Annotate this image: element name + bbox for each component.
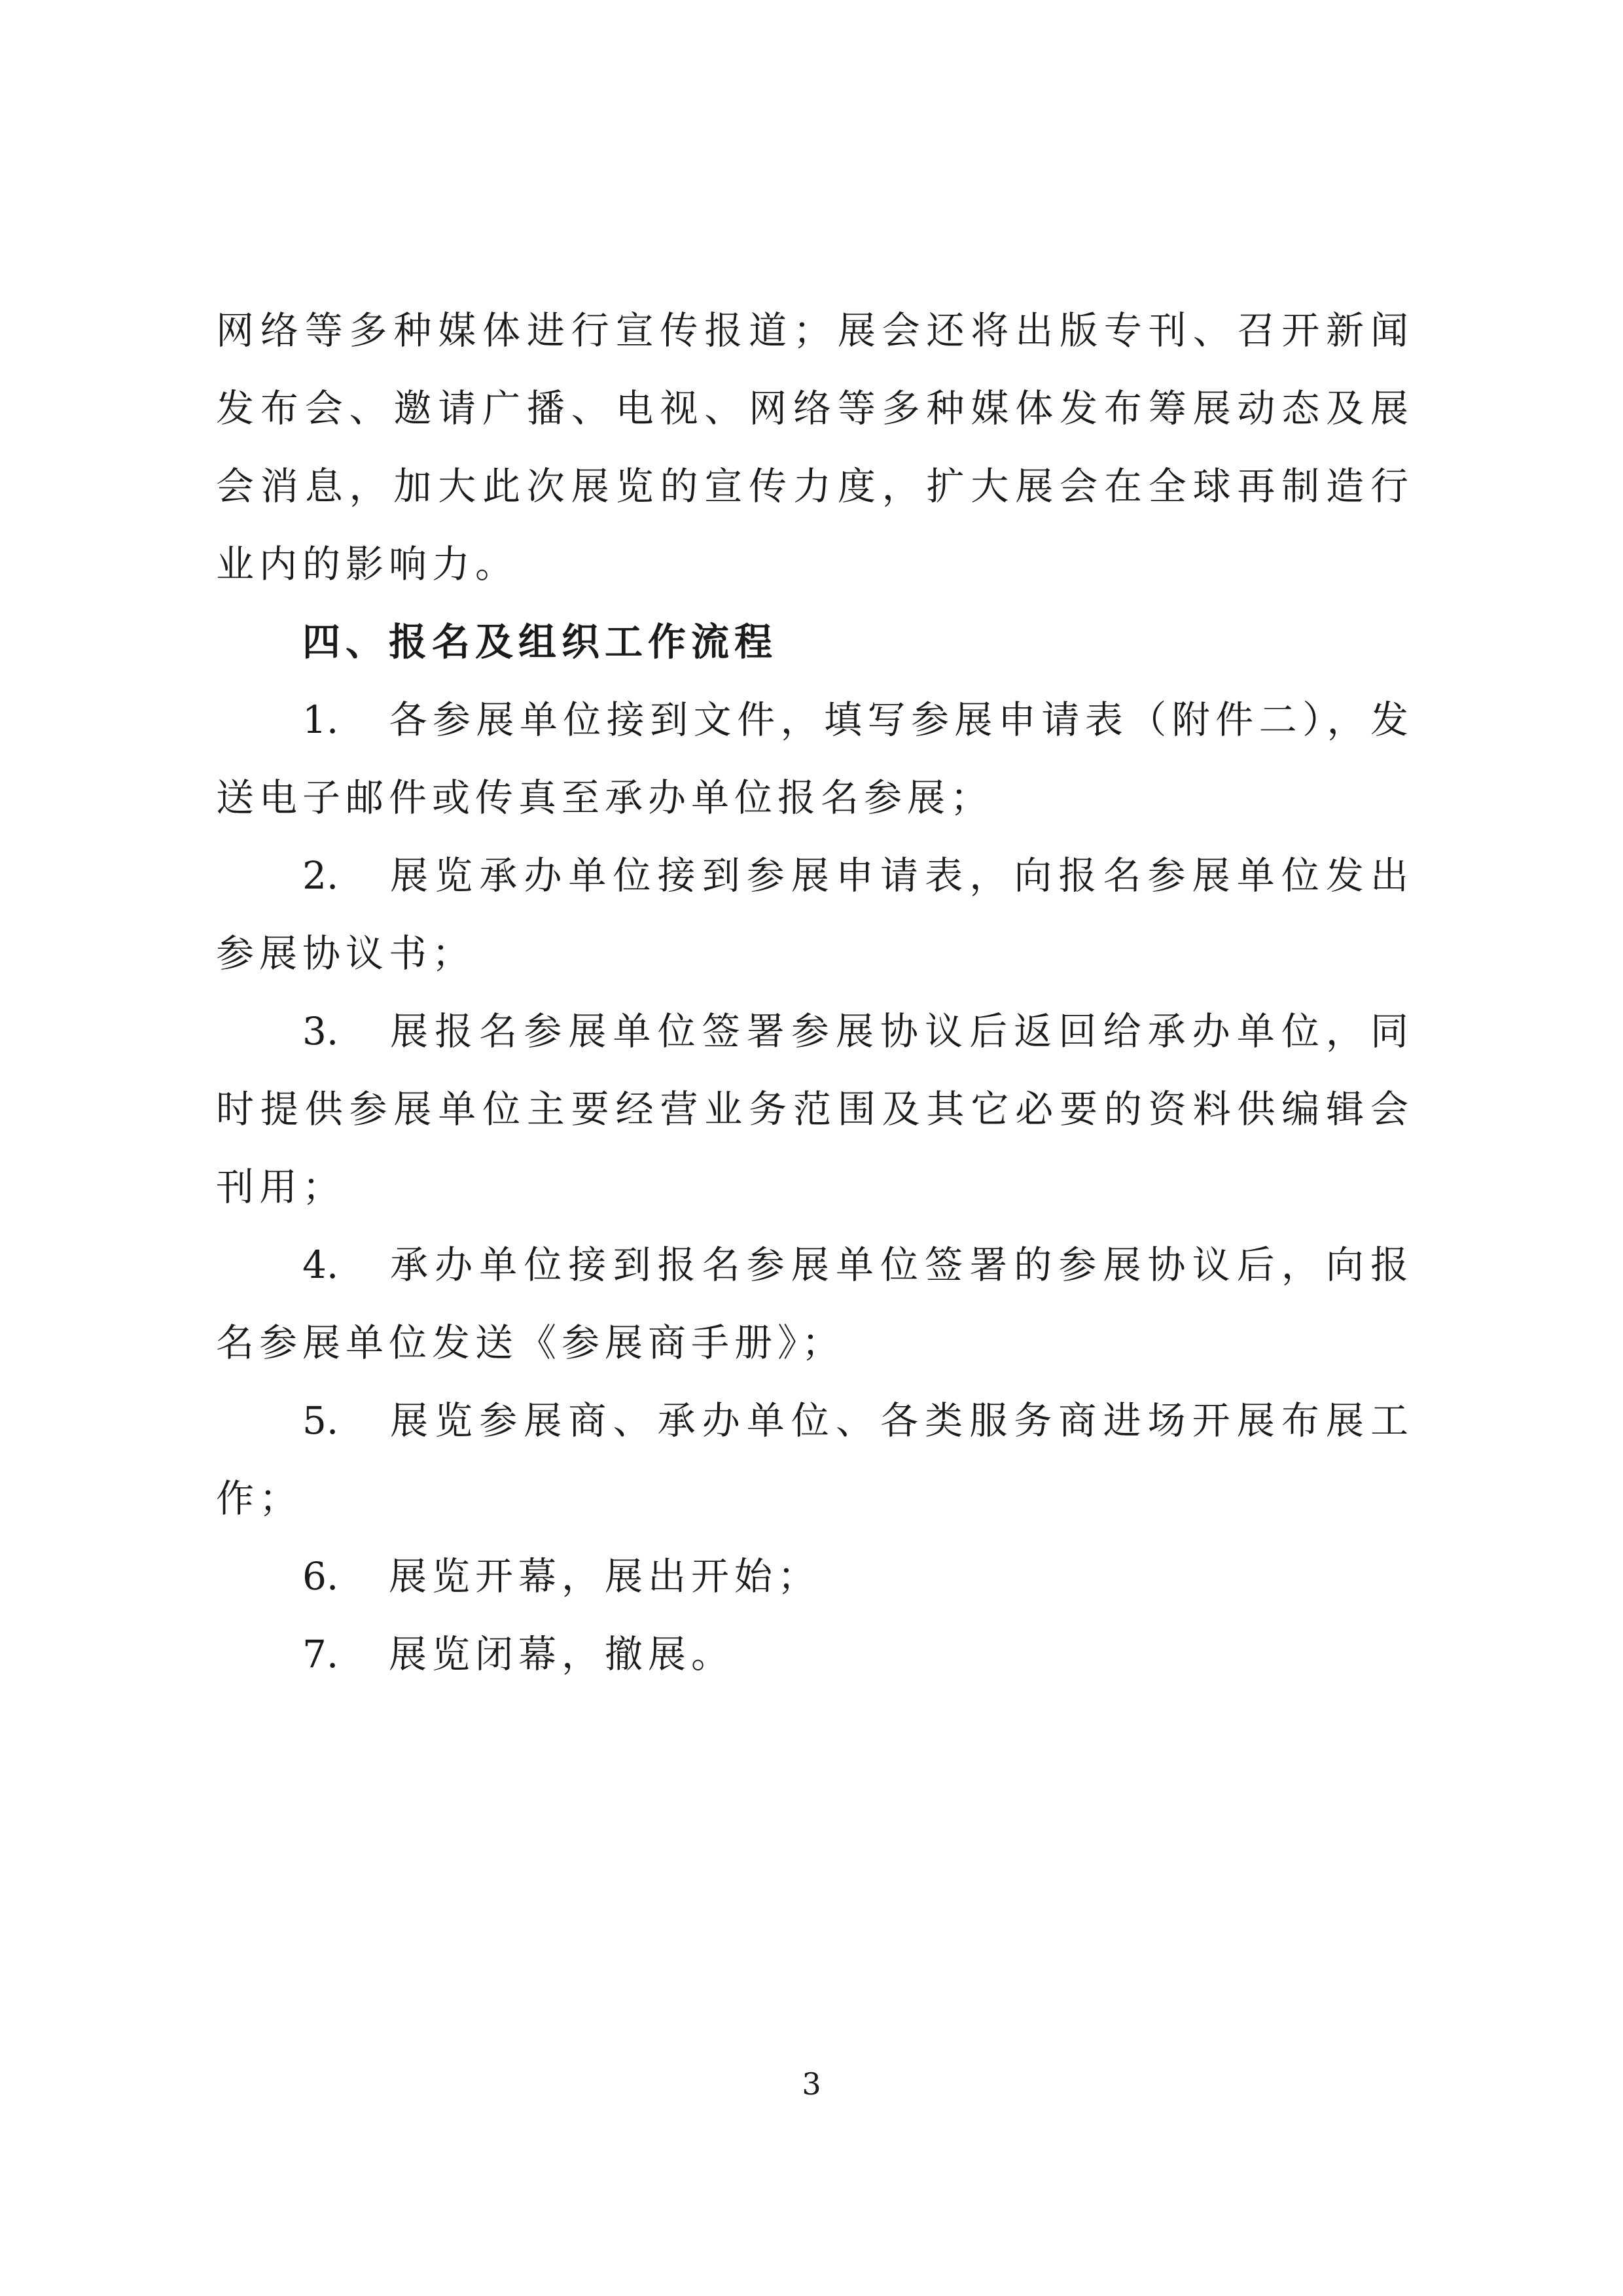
list-item [216,993,1414,1226]
list-item [216,681,1414,837]
body-text [216,292,1414,1693]
list-item [216,1382,1414,1538]
list-item-number: 4. [302,1243,339,1287]
section-heading: 四、报名及组织工作流程 [302,620,778,664]
list-item-number: 2. [302,853,339,898]
list-item [216,837,1414,993]
list-item-number: 1. [302,698,339,742]
continuation-paragraph: 网络等多种媒体进行宣传报道；展会还将出版专刊、召开新闻发布会、邀请广播、电视、网络等多种媒体发布筹展动态及展会消息，加大此次展览的宣传力度，扩大展会在全球再制造行业内的影响力。 [216,308,1414,586]
list-item-number: 7. [302,1632,339,1676]
list-item-text: 展览承办单位接到参展申请表，向报名参展单位发出参展协议书； [216,853,1414,976]
list-item-number: 5. [302,1398,339,1443]
list-item [216,1616,1414,1693]
list-item-text: 展览参展商、承办单位、各类服务商进场开展布展工作； [216,1398,1414,1521]
list-item [216,1538,1414,1616]
list-item-text: 展报名参展单位签署参展协议后返回给承办单位，同时提供参展单位主要经营业务范围及其它必要的资料供编辑会刊用； [216,1009,1414,1209]
list-item-text: 各参展单位接到文件，填写参展申请表（附件二），发送电子邮件或传真至承办单位报名参展； [216,698,1414,820]
list-item-text: 承办单位接到报名参展单位签署的参展协议后，向报名参展单位发送《参展商手册》； [216,1243,1414,1365]
list-item-number: 3. [302,1009,339,1053]
list-item-text: 展览开幕，展出开始； [389,1554,821,1598]
list-item [216,1226,1414,1382]
list-item-text: 展览闭幕，撤展。 [389,1632,735,1676]
page-number: 3 [802,2066,821,2102]
list-item-number: 6. [302,1554,339,1598]
